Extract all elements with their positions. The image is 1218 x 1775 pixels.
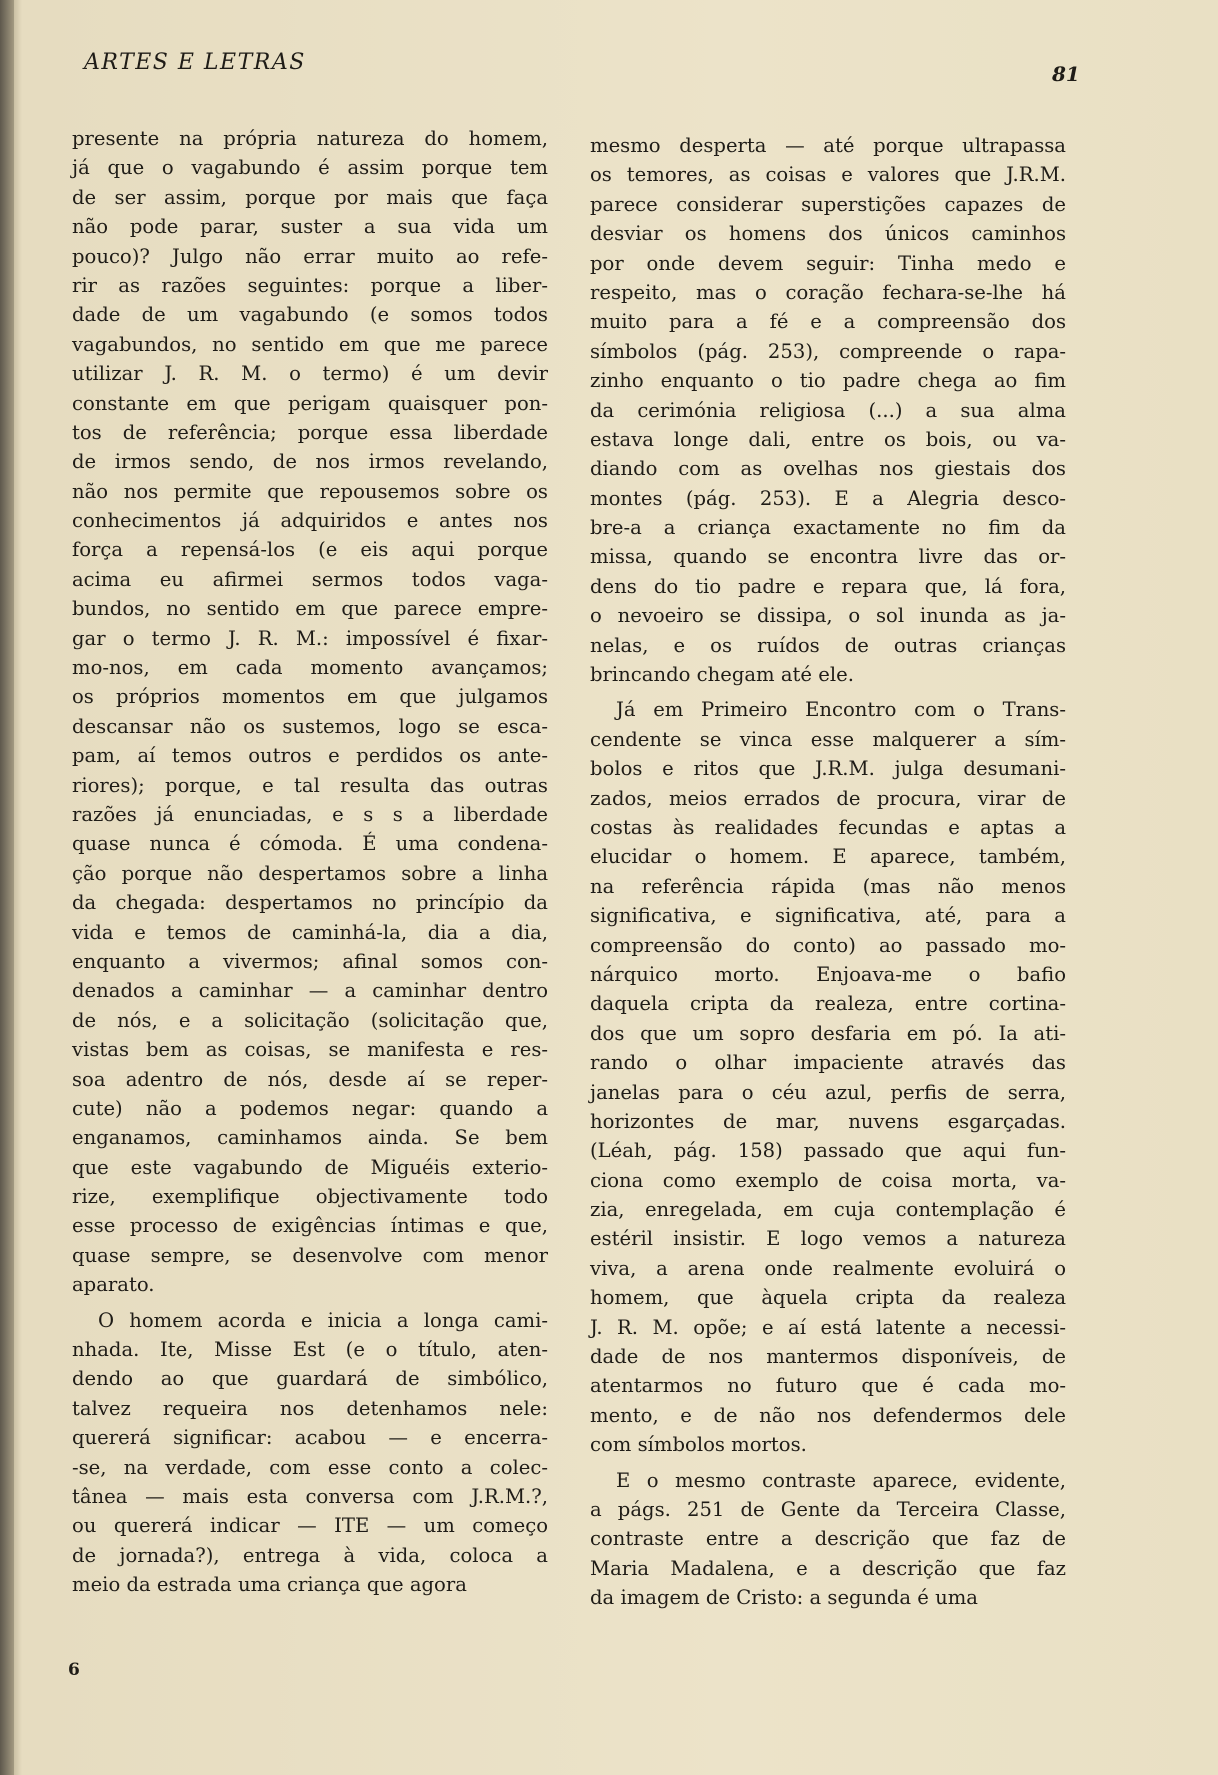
text-line: Maria Madalena, e a descrição que faz: [590, 1556, 1066, 1580]
text-line: zados, meios errados de procura, virar de: [590, 786, 1066, 810]
text-line: tânea — mais esta conversa com J.R.M.?,: [72, 1484, 548, 1508]
text-line: quererá significar: acabou — e encerra-: [72, 1426, 548, 1450]
text-line: dens do tio padre e repara que, lá fora,: [590, 574, 1066, 598]
text-line: dendo ao que guardará de simbólico,: [72, 1367, 548, 1391]
right-text-column: [590, 131, 1066, 1613]
text-line: da imagem de Cristo: a segunda é uma: [590, 1586, 978, 1610]
text-line: símbolos (pág. 253), compreende o rapa-: [590, 339, 1066, 363]
text-line: gar o termo J. R. M.: impossível é fixar-: [72, 626, 548, 650]
text-line: vida e temos de caminhá-la, dia a dia,: [72, 920, 548, 944]
text-line: os temores, as coisas e valores que J.R.M.: [590, 163, 1066, 187]
text-line: a págs. 251 de Gente da Terceira Classe,: [590, 1497, 1066, 1521]
text-line: da cerimónia religiosa (...) a sua alma: [590, 398, 1066, 422]
text-line: homem, que àquela cripta da realeza: [590, 1286, 1066, 1310]
text-line: rir as razões seguintes: porque a liber-: [72, 273, 548, 297]
text-line: respeito, mas o coração fechara-se-lhe há: [590, 280, 1066, 304]
text-line: quase sempre, se desenvolve com menor: [72, 1243, 548, 1267]
text-line: cendente se vinca esse malquerer a sím-: [590, 727, 1066, 751]
text-line: bundos, no sentido em que parece empre-: [72, 597, 548, 621]
text-line: elucidar o homem. E aparece, também,: [590, 845, 1066, 869]
running-title: ARTES E LETRAS: [84, 50, 306, 75]
text-line: soa adentro de nós, desde aí se reper-: [72, 1067, 548, 1091]
text-line: o nevoeiro se dissipa, o sol inunda as ja-: [590, 604, 1066, 628]
printer-signature-mark: 6: [68, 1660, 80, 1680]
text-line: quase nunca é cómoda. É uma condena-: [72, 832, 548, 856]
text-line: dos que um sopro desfaria em pó. Ia ati-: [590, 1021, 1066, 1045]
text-line: viva, a arena onde realmente evoluirá o: [590, 1256, 1066, 1280]
text-line: bre-a a criança exactamente no fim da: [590, 516, 1066, 540]
text-line: de jornada?), entrega à vida, coloca a: [72, 1543, 548, 1567]
text-line: significativa, e significativa, até, para a: [590, 904, 1066, 928]
text-line: constante em que perigam quaisquer pon-: [72, 391, 548, 415]
text-line: denados a caminhar — a caminhar dentro: [72, 979, 548, 1003]
text-line: riores); porque, e tal resulta das outras: [72, 773, 548, 797]
text-line: nelas, e os ruídos de outras crianças: [590, 633, 1066, 657]
text-line: razões já enunciadas, e s s a liberdade: [72, 802, 548, 826]
text-line: -se, na verdade, com esse conto a colec-: [72, 1455, 548, 1479]
text-line: ciona como exemplo de coisa morta, va-: [590, 1168, 1066, 1192]
text-line: parece considerar superstições capazes de: [590, 192, 1066, 216]
text-line: cute) não a podemos negar: quando a: [72, 1096, 548, 1120]
text-line: J. R. M. opõe; e aí está latente a necessi-: [590, 1315, 1066, 1339]
text-line: por onde devem seguir: Tinha medo e: [590, 251, 1066, 275]
text-line: vistas bem as coisas, se manifesta e res-: [72, 1038, 548, 1062]
text-line: descansar não os sustemos, logo se esca-: [72, 714, 548, 738]
text-line: O homem acorda e inicia a longa cami-: [98, 1308, 548, 1332]
text-line: não pode parar, suster a sua vida um: [72, 215, 548, 239]
text-line: de nós, e a solicitação (solicitação que,: [72, 1008, 548, 1032]
text-line: zinho enquanto o tio padre chega ao fim: [590, 369, 1066, 393]
text-line: presente na própria natureza do homem,: [72, 127, 548, 150]
text-line: tos de referência; porque essa liberdade: [72, 420, 548, 444]
text-line: dade de nos mantermos disponíveis, de: [590, 1345, 1066, 1369]
text-line: rize, exemplifique objectivamente todo: [72, 1185, 548, 1209]
text-line: diando com as ovelhas nos giestais dos: [590, 457, 1066, 481]
text-line: força a repensá-los (e eis aqui porque: [72, 538, 548, 562]
text-line: vagabundos, no sentido em que me parece: [72, 332, 548, 356]
text-line: mesmo desperta — até porque ultrapassa: [590, 134, 1066, 157]
left-text-column: [72, 124, 548, 1600]
text-line: acima eu afirmei sermos todos vaga-: [72, 567, 548, 591]
text-line: muito para a fé e a compreensão dos: [590, 310, 1066, 334]
text-line: dade de um vagabundo (e somos todos: [72, 303, 548, 327]
text-line: na referência rápida (mas não menos: [590, 874, 1066, 898]
text-line: que este vagabundo de Miguéis exterio-: [72, 1155, 548, 1179]
text-line: estava longe dali, entre os bois, ou va-: [590, 427, 1066, 451]
text-line: costas às realidades fecundas e aptas a: [590, 815, 1066, 839]
text-line: utilizar J. R. M. o termo) é um devir: [72, 362, 548, 386]
text-line: com símbolos mortos.: [590, 1433, 807, 1457]
text-line: não nos permite que repousemos sobre os: [72, 479, 548, 503]
text-line: contraste entre a descrição que faz de: [590, 1527, 1066, 1551]
text-line: daquela cripta da realeza, entre cortina-: [590, 992, 1066, 1016]
page-gutter-shadow: [0, 0, 14, 1775]
text-line: mo-nos, em cada momento avançamos;: [72, 656, 548, 680]
text-line: janelas para o céu azul, perfis de serra,: [590, 1080, 1066, 1104]
text-line: Já em Primeiro Encontro com o Trans-: [616, 698, 1066, 722]
text-line: conhecimentos já adquiridos e antes nos: [72, 509, 548, 533]
text-line: esse processo de exigências íntimas e que,: [72, 1214, 548, 1238]
text-line: desviar os homens dos únicos caminhos: [590, 222, 1066, 246]
text-line: pouco)? Julgo não errar muito ao refe-: [72, 244, 548, 268]
text-line: compreensão do conto) ao passado mo-: [590, 933, 1066, 957]
text-line: ou quererá indicar — ITE — um começo: [72, 1514, 548, 1538]
text-line: missa, quando se encontra livre das or-: [590, 545, 1066, 569]
text-line: aparato.: [72, 1273, 155, 1297]
text-line: horizontes de mar, nuvens esgarçadas.: [590, 1109, 1066, 1133]
text-line: bolos e ritos que J.R.M. julga desumani-: [590, 757, 1066, 781]
text-line: enganamos, caminhamos ainda. Se bem: [72, 1126, 548, 1150]
text-line: (Léah, pág. 158) passado que aqui fun-: [590, 1139, 1066, 1163]
text-line: de ser assim, porque por mais que faça: [72, 185, 548, 209]
text-line: de irmos sendo, de nos irmos revelando,: [72, 450, 548, 474]
page-number: 81: [1052, 62, 1080, 86]
text-line: já que o vagabundo é assim porque tem: [72, 156, 548, 180]
text-line: talvez requeira nos detenhamos nele:: [72, 1396, 548, 1420]
text-line: da chegada: despertamos no princípio da: [72, 891, 548, 915]
text-line: estéril insistir. E logo vemos a natureza: [590, 1227, 1066, 1251]
text-line: ção porque não despertamos sobre a linha: [72, 861, 548, 885]
text-line: rando o olhar impaciente através das: [590, 1051, 1066, 1075]
text-line: E o mesmo contraste aparece, evidente,: [616, 1468, 1066, 1492]
text-line: enquanto a vivermos; afinal somos con-: [72, 949, 548, 973]
text-line: mento, e de não nos defendermos dele: [590, 1403, 1066, 1427]
text-line: zia, enregelada, em cuja contemplação é: [590, 1198, 1066, 1222]
text-line: brincando chegam até ele.: [590, 663, 854, 687]
text-line: montes (pág. 253). E a Alegria desco-: [590, 486, 1066, 510]
text-line: atentarmos no futuro que é cada mo-: [590, 1374, 1066, 1398]
text-line: meio da estrada uma criança que agora: [72, 1573, 467, 1597]
text-line: pam, aí temos outros e perdidos os ante-: [72, 744, 548, 768]
text-line: nhada. Ite, Misse Est (e o título, aten-: [72, 1338, 548, 1362]
text-line: nárquico morto. Enjoava-me o bafio: [590, 962, 1066, 986]
text-line: os próprios momentos em que julgamos: [72, 685, 548, 709]
